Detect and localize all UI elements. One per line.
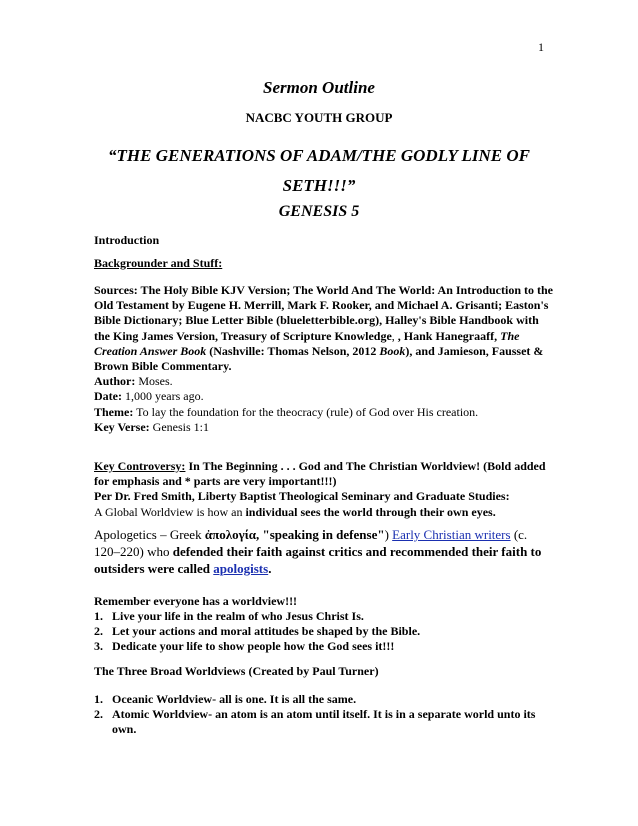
worldview-list	[94, 609, 554, 655]
list-item	[94, 692, 554, 707]
sources-comma: ,	[391, 328, 398, 343]
list-item	[94, 624, 554, 639]
apologetics-paragraph	[94, 526, 554, 577]
author-label: Author:	[94, 374, 136, 389]
introduction-heading: Introduction	[94, 233, 160, 247]
controversy-label: Key Controversy:	[94, 459, 186, 473]
theme-value: To lay the foundation for the theocracy (rule) of God over His creation.	[133, 404, 479, 419]
per-line: Per Dr. Fred Smith, Liberty Baptist Theological Seminary and Graduate Studies:	[94, 489, 510, 504]
sources-book-word: Book	[379, 343, 406, 358]
theme-label: Theme:	[94, 404, 134, 419]
sources-paragraph	[94, 283, 554, 435]
three-broad-worldviews-heading: The Three Broad Worldviews (Created by Paul Turner)	[94, 664, 379, 678]
document-subtitle: NACBC YOUTH GROUP	[245, 110, 393, 125]
controversy-text: In The Beginning . . . God and The Christian Worldview! (Bold added for emphasis and * parts are very important!!!)	[94, 459, 546, 489]
list-text: Let your actions and moral attitudes be shaped by the Bible.	[112, 624, 421, 639]
apologetics-end: .	[268, 561, 272, 576]
list-item	[94, 639, 554, 654]
list-number: 3.	[94, 639, 103, 654]
apologetics-paren: )	[384, 527, 393, 542]
list-text: Dedicate your life to show people how the God sees it!!!	[112, 639, 395, 654]
sermon-heading-line1: “THE GENERATIONS OF ADAM/THE GODLY LINE OF	[108, 146, 530, 165]
controversy-paragraph	[94, 459, 554, 520]
global-worldview-prefix: A Global Worldview is how an	[94, 504, 246, 519]
list-text: Atomic Worldview- an atom is an atom until itself. It is in a separate world unto its own.	[112, 707, 536, 737]
apologetics-emphasis: defended their faith against critics and recommended their faith to outsiders were called	[94, 544, 542, 576]
page-number: 1	[538, 40, 544, 54]
date-label: Date:	[94, 389, 122, 404]
list-number: 2.	[94, 707, 103, 722]
sources-book-title: The Creation Answer Book	[94, 328, 520, 358]
key-verse-value: Genesis 1:1	[149, 419, 209, 434]
key-verse-line	[94, 420, 554, 435]
theme-line	[94, 405, 554, 420]
document-title: Sermon Outline	[263, 78, 375, 97]
early-christian-writers-link[interactable]: Early Christian writers	[392, 527, 511, 542]
date-line	[94, 389, 554, 404]
sources-text-3: (Nashville: Thomas Nelson, 2012	[206, 343, 380, 358]
list-number: 1.	[94, 609, 103, 623]
sermon-heading-line2: SETH!!!”	[282, 176, 356, 195]
author-line	[94, 374, 554, 389]
key-verse-label: Key Verse:	[94, 419, 150, 434]
sources-text-2: , Hank Hanegraaff,	[397, 328, 501, 343]
remember-line: Remember everyone has a worldview!!!	[94, 594, 298, 608]
sources-text-4: ), and Jamieson, Fausset & Brown Bible Commentary.	[94, 343, 544, 374]
author-value: Moses.	[135, 374, 173, 389]
apologetics-dates: (c. 120–220) who	[94, 527, 528, 559]
list-text: Oceanic Worldview- all is one. It is all the same.	[112, 692, 357, 706]
apologists-link[interactable]: apologists	[213, 561, 269, 576]
scripture-reference: GENESIS 5	[278, 203, 360, 220]
date-value: 1,000 years ago.	[121, 389, 204, 404]
apologetics-prefix: Apologetics – Greek	[94, 527, 205, 542]
list-number: 1.	[94, 692, 103, 706]
sources-text: Sources: The Holy Bible KJV Version; The World And The World: An Introduction to the Old Testament by Eugene H. Merrill, Mark F. Rooker, and Michael A. Grisanti; Easton's Bible Dictionary; Blue Letter Bible (blueletterbible.org), Halley's Bible Handbook with the King James Version, Treasury of Scripture Knowledge	[94, 283, 553, 343]
apologetics-greek: ἀπολογία	[204, 527, 256, 542]
global-worldview-emphasis: individual sees the world through their own eyes.	[245, 504, 496, 519]
list-item	[94, 609, 554, 624]
apologetics-meaning: , "speaking in defense"	[255, 527, 385, 542]
global-worldview-line	[94, 505, 554, 520]
broad-worldviews-list	[94, 692, 554, 738]
list-item	[94, 707, 554, 737]
backgrounder-heading: Backgrounder and Stuff:	[94, 256, 223, 270]
list-number: 2.	[94, 624, 103, 639]
list-text: Live your life in the realm of who Jesus Christ Is.	[112, 609, 364, 623]
